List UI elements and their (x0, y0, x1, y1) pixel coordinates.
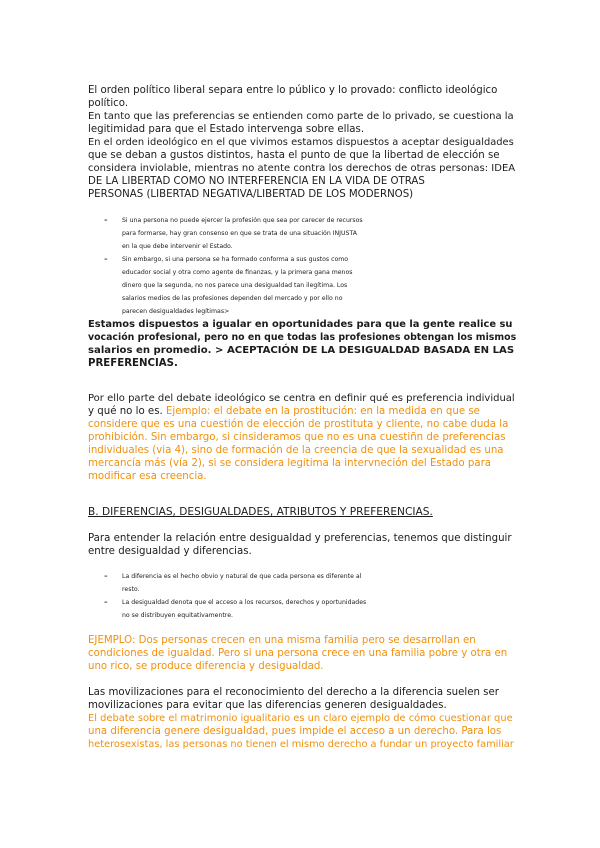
list-item-line: Sin embargo, si una persona se ha formado conforma a sus gustos como (122, 256, 349, 263)
paragraph-line: político. (88, 98, 129, 109)
list-item-line: resto. (122, 586, 140, 593)
list-item-line: La diferencia es el hecho obvio y natural de que cada persona es diferente al (122, 573, 362, 580)
example-line: una diferencia genere desigualdad, pues impide el acceso a un derecho. Para los (88, 726, 502, 737)
bullet-dash: - (104, 571, 108, 582)
paragraph-line: PERSONAS (LIBERTAD NEGATIVA/LIBERTAD DE LOS MODERNOS) (88, 189, 414, 200)
list-item-line: no se distribuyen equitativamentre. (122, 612, 233, 619)
list-item-line: La desigualdad denota que el acceso a los recursos, derechos y oportunidades (122, 599, 367, 606)
example-line: uno rico, se produce diferencia y desigualdad. (88, 661, 324, 672)
paragraph-line: legitimidad para que el Estado intervenga sobre ellas. (88, 124, 365, 135)
list-item-line: Si una persona no puede ejercer la profesión que sea por carecer de recursos (122, 217, 363, 224)
example-line: El debate sobre el matrimonio igualitario es un claro ejemplo de cómo cuestionar que (88, 713, 513, 724)
paragraph-line: Por ello parte del debate ideológico se centra en definir qué es preferencia individual (88, 393, 515, 404)
paragraph-line: Las movilizaciones para el reconocimiento del derecho a la diferencia suelen ser (88, 687, 499, 698)
section-heading: B. DIFERENCIAS, DESIGUALDADES, ATRIBUTOS Y PREFERENCIAS. (88, 506, 433, 518)
bullet-dash: - (104, 597, 108, 608)
bold-line: vocación profesional, pero no en que todas las profesiones obtengan los mismos (88, 332, 517, 343)
paragraph-line: En tanto que las preferencias se entienden como parte de lo privado, se cuestiona la (88, 111, 514, 122)
list-item-line: parecen desigualdades legítimas> (122, 308, 230, 315)
paragraph-text: y qué no lo es. (88, 406, 166, 417)
example-line: individuales (via 4), sino de formación de la creencia de que la sexualidad es una (88, 445, 504, 456)
paragraph-line: El orden político liberal separa entre lo público y lo provado: conflicto ideológico (88, 85, 498, 96)
example-line: mercancía más (vía 2), si se considera legitima la intervneción del Estado para (88, 458, 492, 469)
example-text: Ejemplo: el debate en la prostitución: en la medida en que se (165, 406, 480, 417)
bold-line: PREFERENCIAS. (88, 358, 178, 369)
paragraph-line: Para entender la relación entre desigualdad y preferencias, tenemos que distinguir (88, 533, 512, 544)
example-line: condiciones de igualdad. Pero si una persona crece en una familia pobre y otra en (88, 648, 508, 659)
list-item-line: dinero que la segunda, no nos parece una desigualdad tan ilegítima. Los (122, 282, 348, 289)
paragraph-line: considera inviolable, mientras no atente contra los derechos de otras personas: IDEA (88, 163, 516, 174)
example-line: prohibición. Sin embargo, si cinsideramos que no es una cuestiñn de preferencias (88, 432, 506, 443)
example-line: heterosexistas, las personas no tienen el mismo derecho a fundar un proyecto familiar (88, 739, 514, 750)
bold-line: Estamos dispuestos a igualar en oportunidades para que la gente realice su (88, 319, 513, 330)
paragraph-line: que se deban a gustos distintos, hasta el punto de que la libertad de elección se (88, 150, 500, 161)
mixed-line (88, 405, 516, 418)
list-item-line: en la que debe intervenir el Estado. (122, 243, 233, 250)
list-item-line: educador social y otra como agente de finanzas, y la primera gana menos (122, 269, 353, 276)
paragraph-line: DE LA LIBERTAD COMO NO INTERFERENCIA EN LA VIDA DE OTRAS (88, 176, 425, 187)
example-line: EJEMPLO: Dos personas crecen en una misma familia pero se desarrollan en (88, 635, 476, 646)
paragraph-line: entre desigualdad y diferencias. (88, 546, 252, 557)
example-line: modificar esa creencia. (88, 471, 207, 482)
bullet-dash: - (104, 215, 108, 226)
example-line: considere que es una cuestión de elección de prostituta y cliente, no cabe duda la (88, 419, 509, 430)
bullet-dash: - (104, 254, 108, 265)
bold-line: salarios en promedio. > ACEPTACIÓN DE LA DESIGUALDAD BASADA EN LAS (88, 345, 515, 356)
paragraph-line: movilizaciones para evitar que las diferencias generen desigualdades. (88, 700, 447, 711)
list-item-line: para formarse, hay gran consenso en que se trata de una situación INJUSTA (122, 230, 357, 237)
list-item-line: salarios medios de las profesiones dependen del mercado y por ello no (122, 295, 343, 302)
paragraph-line: En el orden ideológico en el que vivimos estamos dispuestos a aceptar desigualdades (88, 137, 514, 148)
